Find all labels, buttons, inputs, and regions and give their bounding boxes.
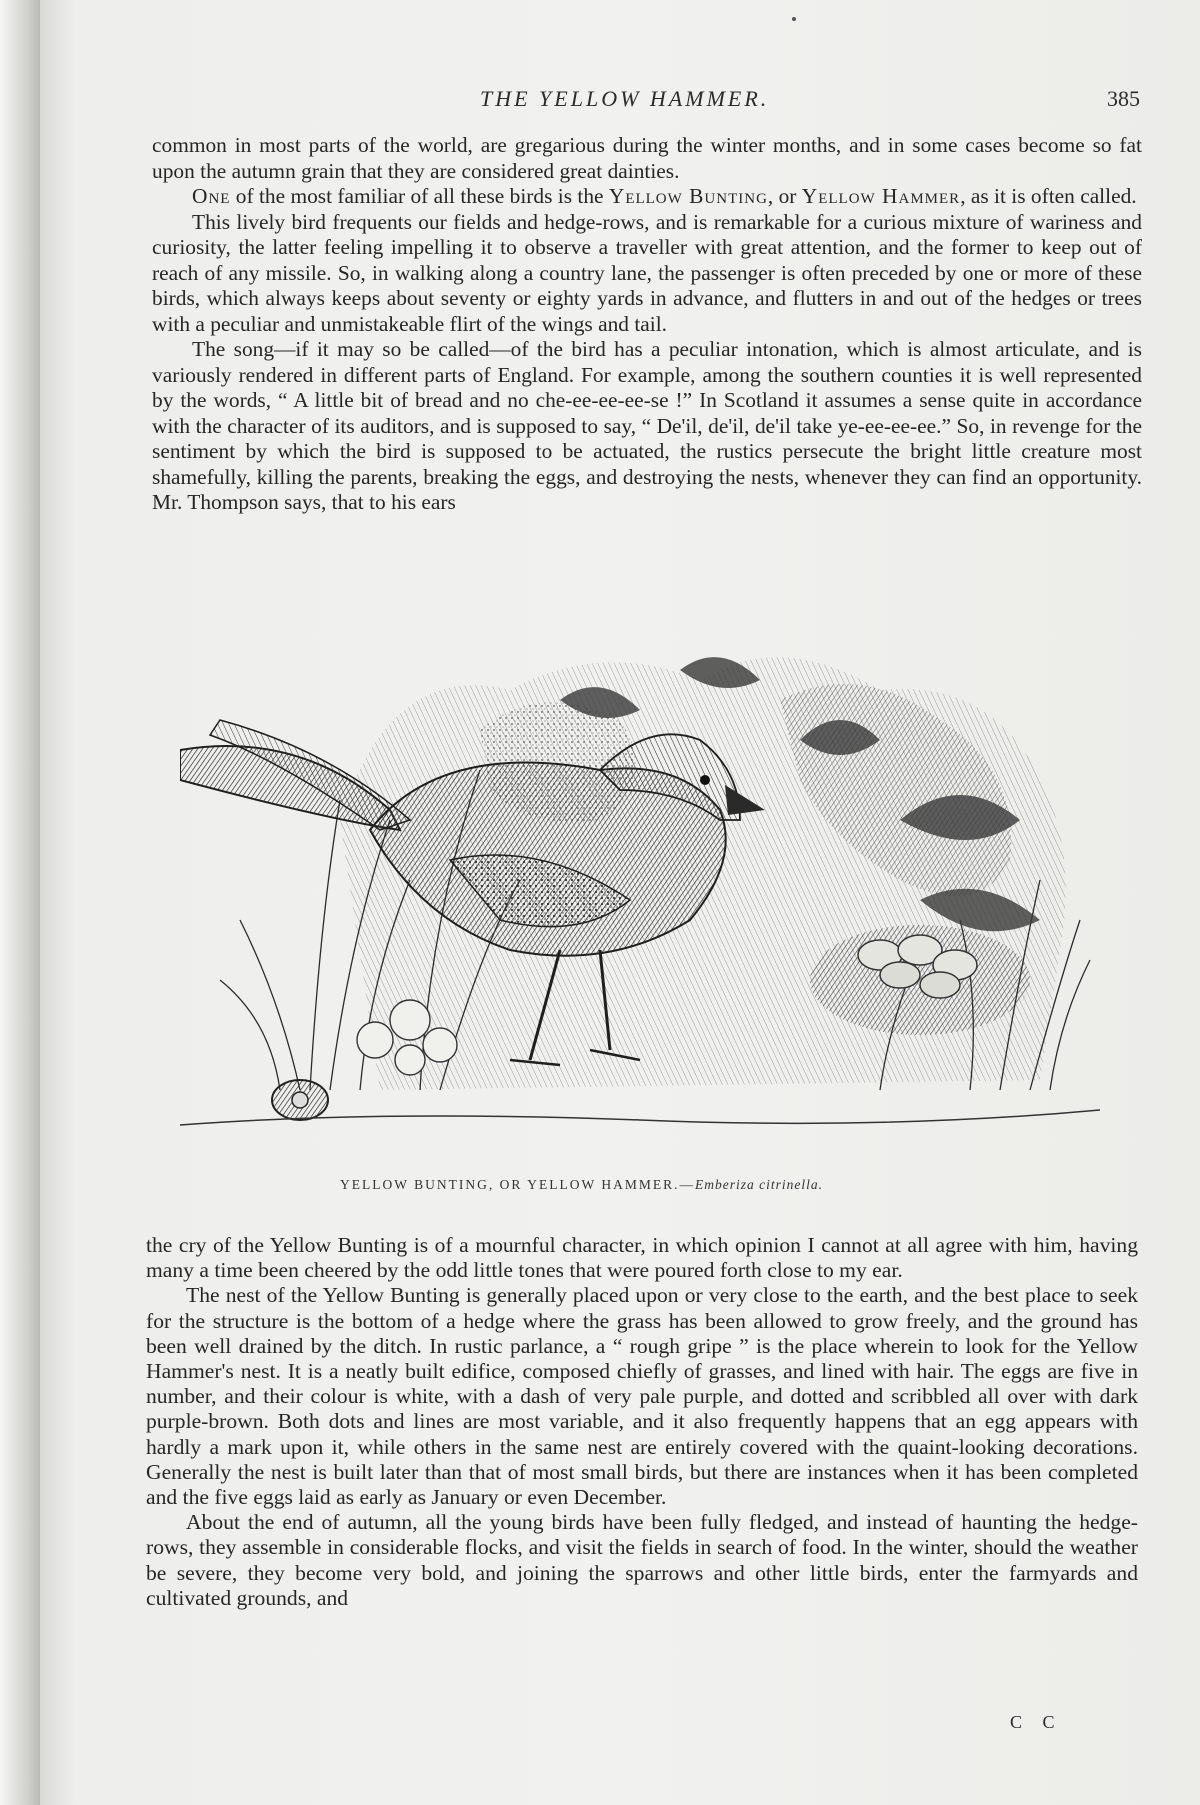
text-block-top <box>152 133 1142 516</box>
paragraph: The nest of the Yellow Bunting is generally placed upon or very close to the earth, and the best place to seek for the structure is the bottom of a hedge where the grass has been allowed to grow freely, and the ground has been well drained by the ditch. In rustic parlance, a “ rough gripe ” is the place wherein to look for the Yellow Hammer's nest. It is a neatly built edifice, composed chiefly of grasses, and lined with hair. The eggs are five in number, and their colour is white, with a dash of very pale purple, and dotted and scribbled all over with dark purple-brown. Both dots and lines are most variable, and it also frequently happens that an egg appears with hardly a mark upon it, while others in the same nest are entirely covered with the quaint-looking decorations. Generally the nest is built later than that of most small birds, but there are instances when it has been completed and the five eggs laid as early as January or even December. <box>146 1283 1138 1510</box>
caption-scientific-name: Emberiza citrinella. <box>694 1177 823 1192</box>
running-title: THE YELLOW HAMMER. <box>480 86 770 111</box>
snail-shell <box>272 1080 328 1120</box>
page-number: 385 <box>1107 86 1140 111</box>
book-spine-shadow <box>0 0 40 1805</box>
paragraph: the cry of the Yellow Bunting is of a mournful character, in which opinion I cannot at all agree with him, having many a time been cheered by the odd little tones that were poured forth close to my ear. <box>146 1233 1138 1283</box>
paragraph: The song—if it may so be called—of the bird has a peculiar intonation, which is almost articulate, and is variously rendered in different parts of England. For example, among the southern counties it is well represented by the words, “ A little bit of bread and no che-ee-ee-ee-se !” In Scotland it assumes a sense quite in accordance with the character of its auditors, and is supposed to say, “ De'il, de'il, de'il take ye-ee-ee-ee.” So, in revenge for the sentiment by which the bird is supposed to be actuated, the rustics persecute the bright little creature most shamefully, killing the parents, breaking the eggs, and destroying the nests, whenever they can find an opportunity. Mr. Thompson says, that to his ears <box>152 337 1142 514</box>
yellow-bunting-engraving <box>180 620 1100 1165</box>
paragraph-yellow-bunting-intro: One of the most familiar of all these birds is the Yellow Bunting, or Yellow Hammer, as it is often called. <box>192 184 1137 208</box>
print-speck <box>792 17 796 21</box>
paragraph: This lively bird frequents our fields and hedge-rows, and is remarkable for a curious mixture of wariness and curiosity, the latter feeling impelling it to observe a traveller with great attention, and the former to keep out of reach of any missile. So, in walking along a country lane, the passenger is often preceded by one or more of these birds, which always keeps about seventy or eighty yards in advance, and flutters in and out of the hedges or trees with a peculiar and unmistakeable flirt of the wings and tail. <box>152 209 1142 336</box>
nest-with-eggs <box>810 925 1030 1035</box>
caption-common-name: YELLOW BUNTING, OR YELLOW HAMMER.— <box>340 1177 695 1192</box>
running-head <box>150 86 1140 118</box>
printers-signature-mark: C C <box>1010 1712 1063 1732</box>
paragraph: About the end of autumn, all the young birds have been fully fledged, and instead of haunting the hedge-rows, they assemble in considerable flocks, and visit the fields in search of food. In the winter, should the weather be severe, they become very bold, and joining the sparrows and other little birds, enter the farmyards and cultivated grounds, and <box>146 1510 1138 1610</box>
text-block-bottom <box>146 1233 1138 1611</box>
illustration-caption <box>340 1177 980 1193</box>
paragraph: common in most parts of the world, are gregarious during the winter months, and in some cases become so fat upon the autumn grain that they are considered great dainties. <box>152 133 1142 183</box>
